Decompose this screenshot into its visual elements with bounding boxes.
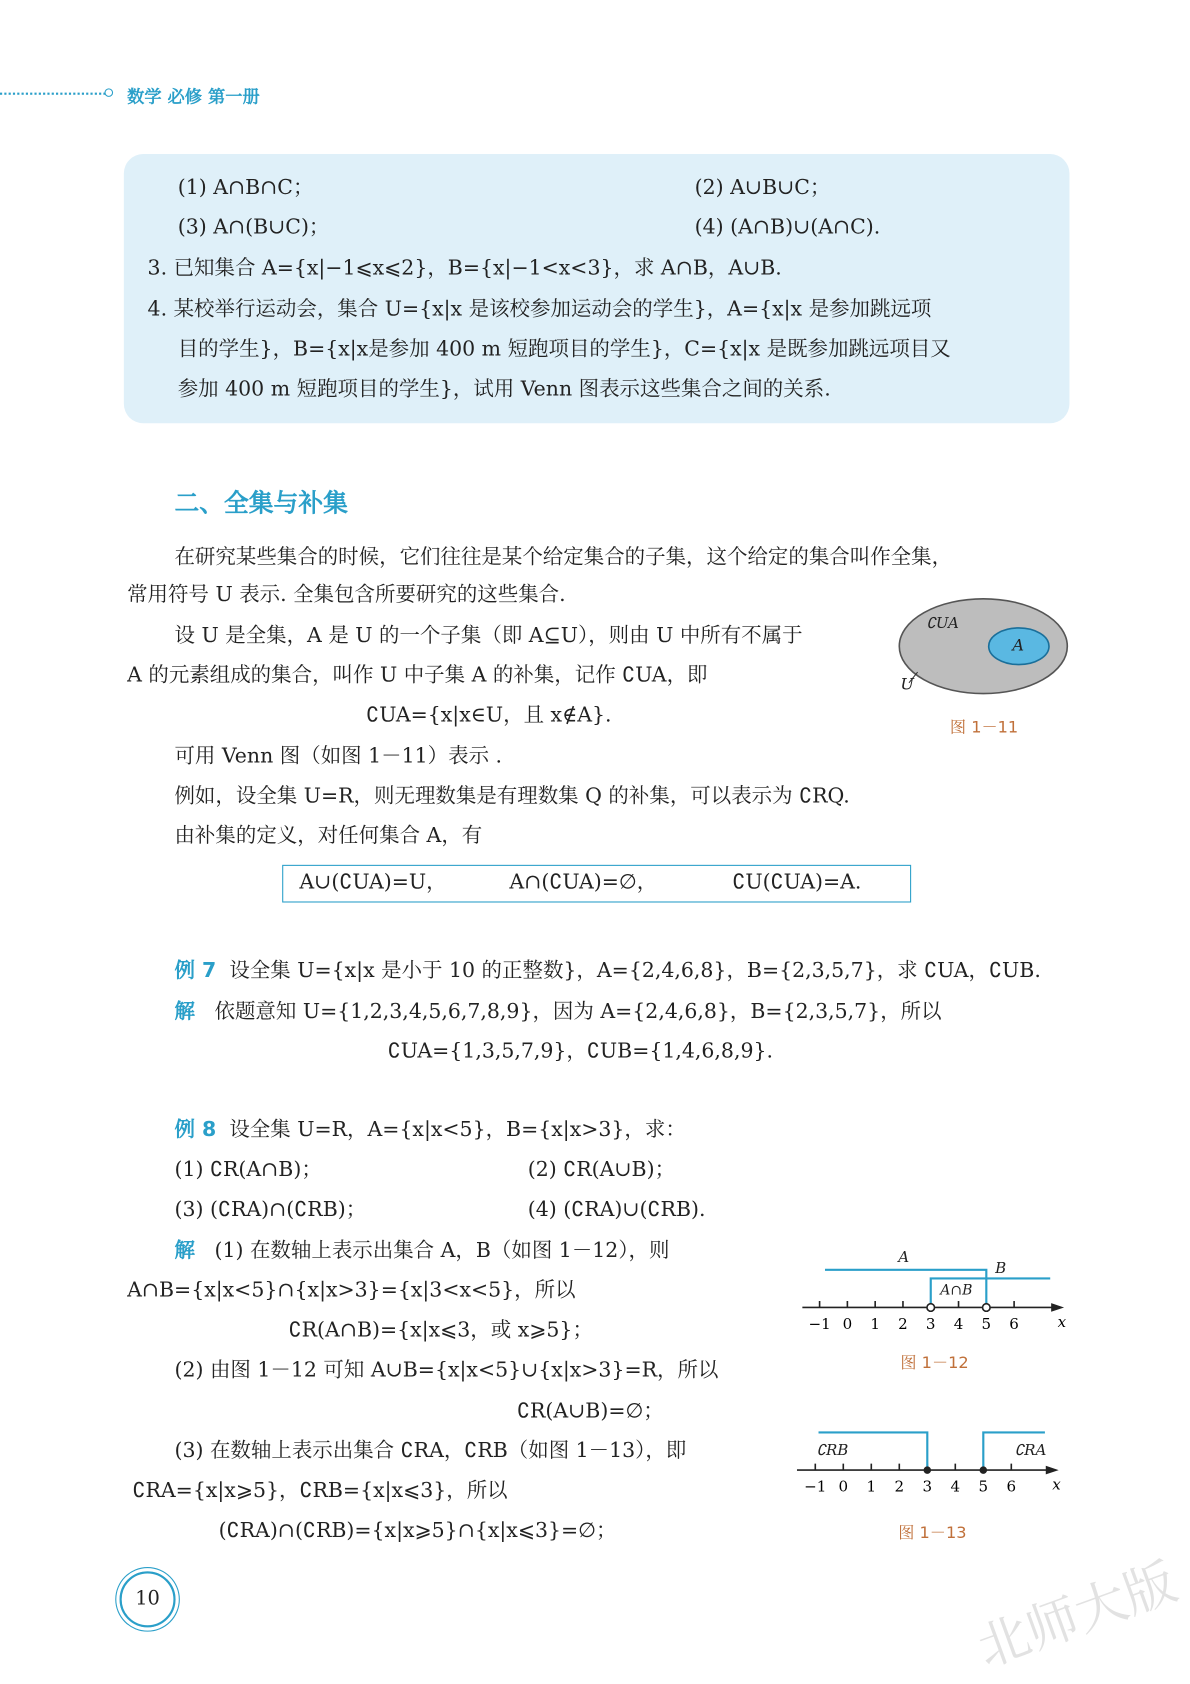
example-label: 例 7 xyxy=(174,958,217,983)
question-4: 4. 某校举行运动会，集合 U={x|x 是该校参加运动会的学生}，A={x|x 是参加跳远项 xyxy=(147,297,932,321)
number-line-fig13 xyxy=(792,1422,1072,1508)
label-complement-b: ∁RB xyxy=(816,1442,849,1460)
tick-label: −1 xyxy=(808,1315,831,1334)
tick-label: 0 xyxy=(842,1315,853,1334)
tick-label: 4 xyxy=(950,1477,961,1496)
paragraph: 可用 Venn 图（如图 1－11）表示 . xyxy=(174,744,503,768)
axis-label: x xyxy=(1057,1312,1067,1331)
question-4: 目的学生}，B={x|x是参加 400 m 短跑项目的学生}，C={x|x 是既参加跳远项目又 xyxy=(177,337,951,361)
tick-label: 3 xyxy=(925,1315,936,1334)
venn-diagram xyxy=(894,592,1077,700)
label-complement-a: ∁RA xyxy=(1014,1442,1047,1460)
solution-line: (3) 在数轴上表示出集合 ∁RA，∁RB（如图 1－13），即 xyxy=(174,1438,687,1463)
solution-line: ∁R(A∩B)={x|x⩽3，或 x⩾5}； xyxy=(288,1318,593,1342)
figure-caption: 图 1－13 xyxy=(898,1522,967,1543)
tick-label: 1 xyxy=(870,1315,880,1334)
paragraph: A 的元素组成的集合，叫作 U 中子集 A 的补集，记作 ∁UA，即 xyxy=(127,663,708,688)
tick-label: 5 xyxy=(978,1477,989,1496)
example-text: 设全集 U=R，A={x|x<5}，B={x|x>3}，求： xyxy=(229,1117,686,1142)
tick-label: 4 xyxy=(953,1315,964,1334)
solution-label: 解 xyxy=(174,999,195,1024)
example-part: (1) ∁R(A∩B)； xyxy=(174,1157,322,1182)
axis-label: x xyxy=(1052,1475,1061,1494)
exercise-item: (3) A∩(B∪C)； xyxy=(177,215,330,240)
tick-label: 0 xyxy=(838,1477,849,1496)
example-part: (3) (∁RA)∩(∁RB)； xyxy=(174,1197,367,1222)
open-endpoint xyxy=(927,1304,935,1312)
identity: A∪(∁UA)=U， xyxy=(299,870,447,894)
header-dot xyxy=(104,88,113,97)
tick-label: −1 xyxy=(804,1477,827,1496)
solution-line: (∁RA)∩(∁RB)={x|x⩾5}∩{x|x⩽3}=∅； xyxy=(218,1518,617,1543)
venn-label-a: A xyxy=(1012,635,1025,655)
paragraph: 设 U 是全集，A 是 U 的一个子集（即 A⊆U），则由 U 中所有不属于 xyxy=(174,623,803,648)
page-number: 10 xyxy=(120,1571,176,1627)
tick-label: 2 xyxy=(894,1477,905,1496)
number-line-fig12 xyxy=(797,1249,1077,1335)
solution-result: ∁UA={1,3,5,7,9}，∁UB={1,4,6,8,9}. xyxy=(387,1039,774,1063)
tick-label: 6 xyxy=(1006,1477,1017,1496)
definition-formula: ∁UA={x|x∈U，且 x∉A}. xyxy=(366,703,612,727)
tick-label: 1 xyxy=(866,1477,877,1496)
example-label: 例 8 xyxy=(174,1117,217,1142)
example-text: 设全集 U={x|x 是小于 10 的正整数}，A={2,4,6,8}，B={2,3,5,7}，求 ∁UA，∁UB. xyxy=(229,958,1041,983)
example-part: (2) ∁R(A∪B)； xyxy=(527,1157,676,1182)
solution-line: A∩B={x|x<5}∩{x|x>3}={x|3<x<5}，所以 xyxy=(127,1278,576,1303)
paragraph: 例如，设全集 U=R，则无理数集是有理数集 Q 的补集，可以表示为 ∁RQ. xyxy=(174,784,850,808)
question-3: 3. 已知集合 A={x|−1⩽x⩽2}，B={x|−1<x<3}，求 A∩B，A∪B. xyxy=(147,256,782,281)
figure-caption: 图 1－12 xyxy=(900,1352,969,1373)
solution-line: ∁RA={x|x⩾5}，∁RB={x|x⩽3}，所以 xyxy=(132,1478,508,1503)
tick-label: 3 xyxy=(922,1477,933,1496)
exercise-item: (4) (A∩B)∪(A∩C). xyxy=(694,215,881,240)
paragraph: 常用符号 U 表示. 全集包含所要研究的这些集合. xyxy=(127,582,566,607)
axis-arrow xyxy=(1046,1466,1059,1475)
figure-caption: 图 1－11 xyxy=(949,717,1019,737)
exercise-item: (1) A∩B∩C； xyxy=(177,175,314,200)
tick-label: 5 xyxy=(981,1315,992,1334)
identity: ∁U(∁UA)=A. xyxy=(732,870,862,894)
header-rule xyxy=(0,93,106,95)
question-4: 参加 400 m 短跑项目的学生}，试用 Venn 图表示这些集合之间的关系. xyxy=(177,376,831,401)
closed-endpoint xyxy=(924,1466,932,1474)
venn-label-u: U xyxy=(900,674,915,694)
solution-line: (2) 由图 1－12 可知 A∪B={x|x<5}∪{x|x>3}=R，所以 xyxy=(174,1358,719,1382)
solution-line: (1) 在数轴上表示出集合 A，B（如图 1－12），则 xyxy=(214,1238,670,1263)
venn-label-complement: ∁UA xyxy=(926,614,959,633)
axis-arrow xyxy=(1051,1303,1064,1312)
example-part: (4) (∁RA)∪(∁RB). xyxy=(527,1197,706,1222)
book-title: 数学 必修 第一册 xyxy=(127,86,260,107)
open-endpoint xyxy=(983,1304,991,1312)
section-heading: 二、全集与补集 xyxy=(174,490,348,519)
tick-label: 2 xyxy=(898,1315,908,1334)
label-a: A xyxy=(898,1249,910,1267)
paragraph: 由补集的定义，对任何集合 A，有 xyxy=(174,823,483,848)
label-a-intersect-b: A∩B xyxy=(940,1282,973,1299)
solution-label: 解 xyxy=(174,1238,195,1263)
closed-endpoint xyxy=(980,1466,988,1474)
label-b: B xyxy=(995,1260,1007,1278)
solution-text: 依题意知 U={1,2,3,4,5,6,7,8,9}，因为 A={2,4,6,8}，B={2,3,5,7}，所以 xyxy=(214,999,942,1024)
exercise-item: (2) A∪B∪C； xyxy=(694,175,831,200)
solution-line: ∁R(A∪B)=∅； xyxy=(516,1399,664,1423)
paragraph: 在研究某些集合的时候，它们往往是某个给定集合的子集，这个给定的集合叫作全集， xyxy=(174,544,953,569)
watermark: 北师大版 xyxy=(969,1551,1185,1680)
identity: A∩(∁UA)=∅， xyxy=(509,870,658,894)
tick-label: 6 xyxy=(1009,1315,1019,1334)
